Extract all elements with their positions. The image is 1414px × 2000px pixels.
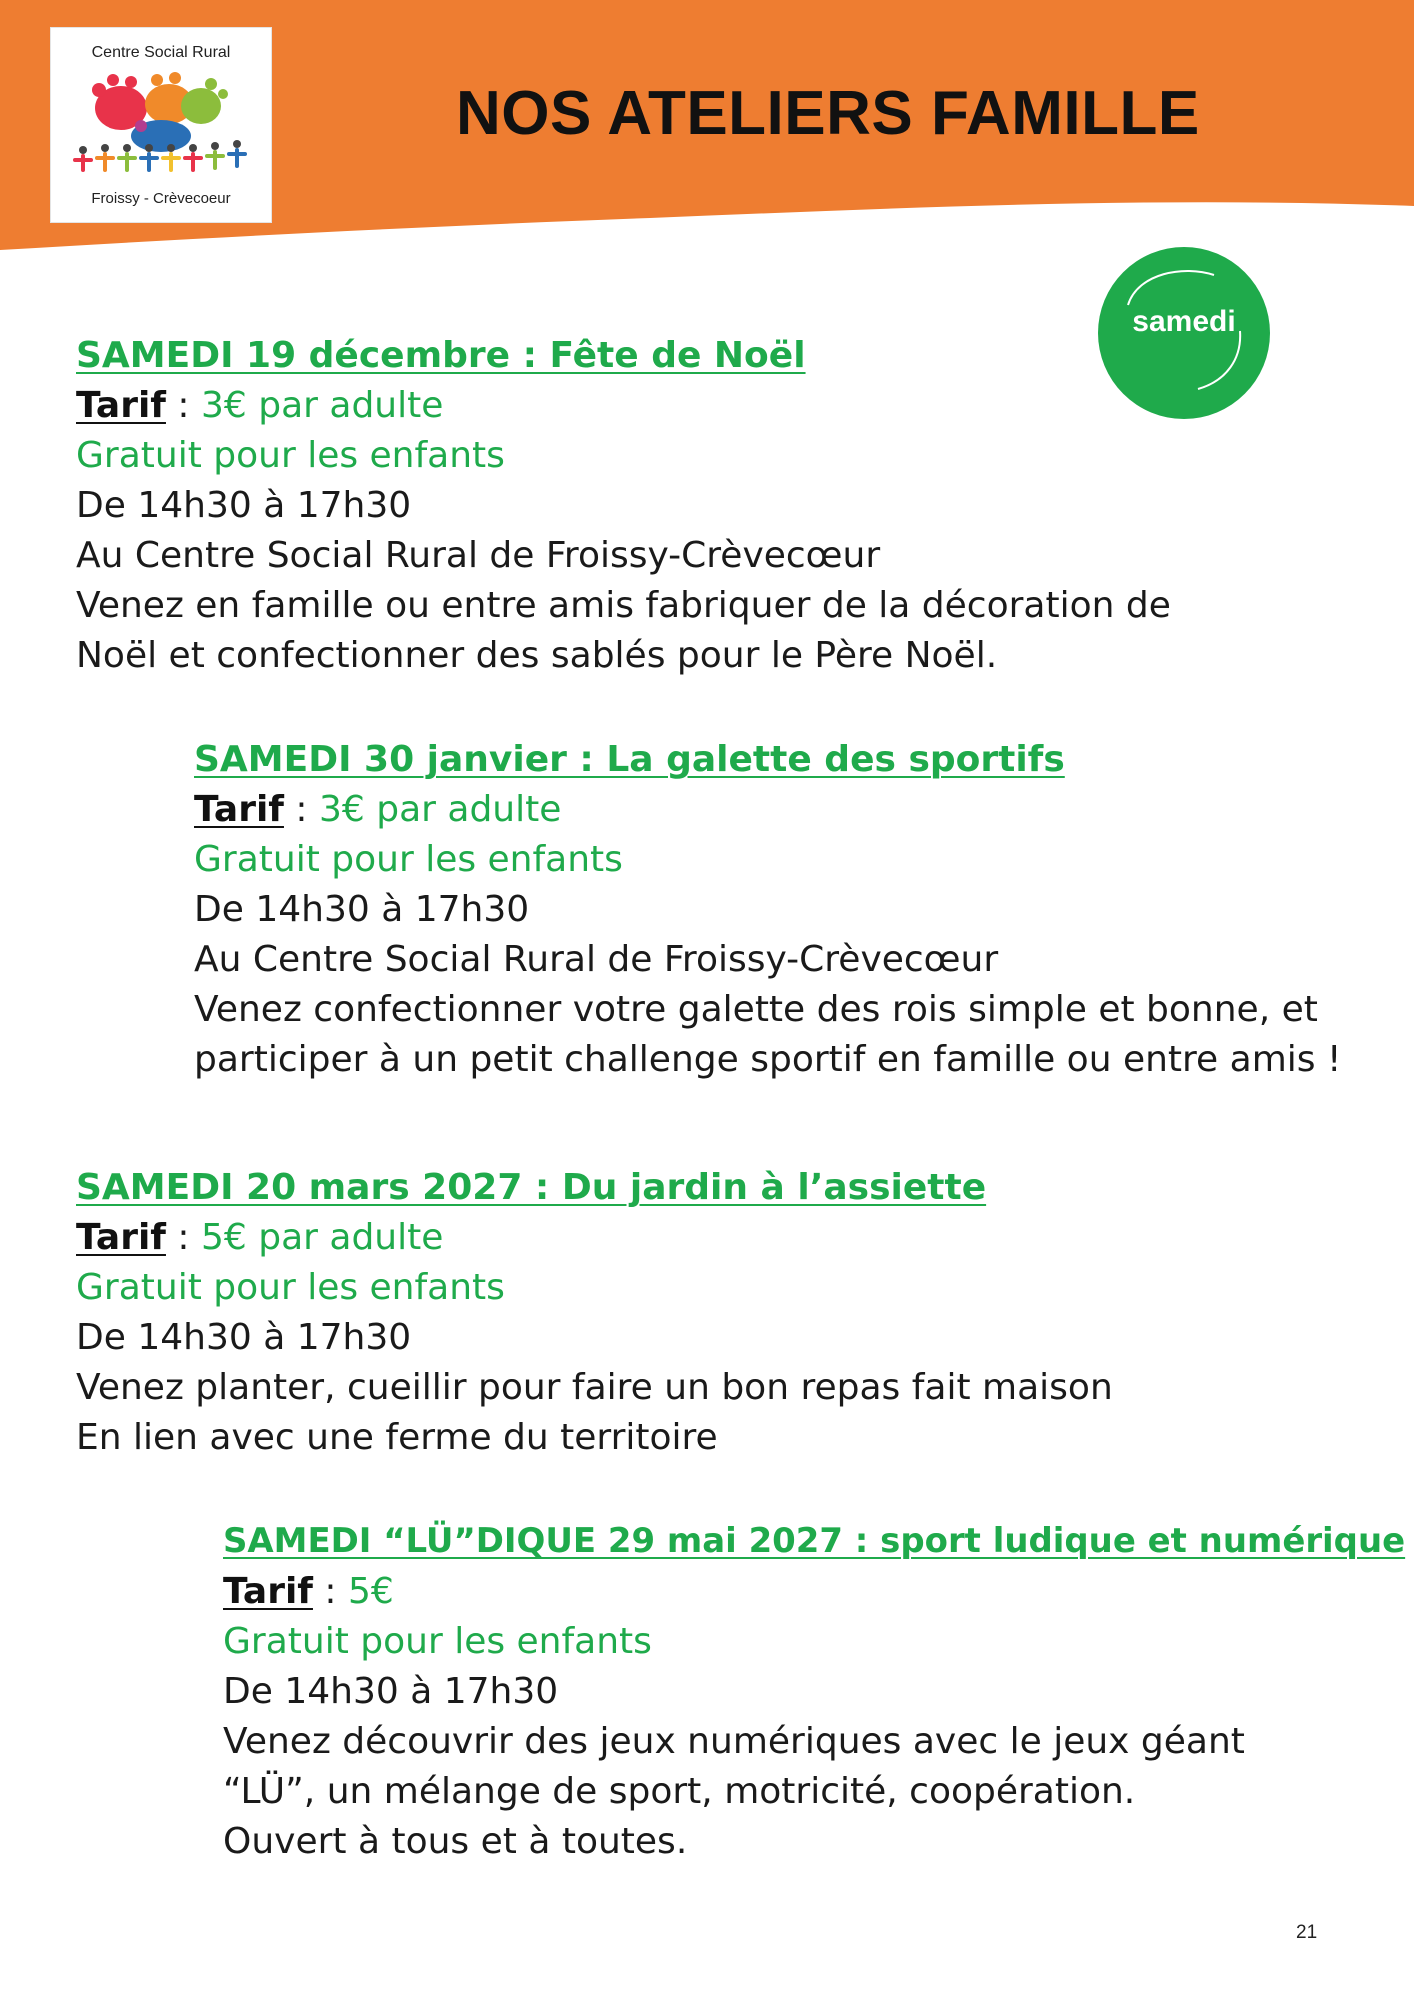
- event-free: Gratuit pour les enfants: [194, 839, 623, 880]
- event-tarif: [76, 1213, 1113, 1263]
- tarif-separator: :: [312, 1571, 348, 1612]
- tarif-value: 3€ par adulte: [318, 789, 562, 830]
- event-tarif: [76, 381, 1171, 431]
- event-desc-line: Venez confectionner votre galette des rois simple et bonne, et: [194, 989, 1318, 1030]
- event-tarif: [194, 785, 1341, 835]
- event-hours: De 14h30 à 17h30: [194, 889, 530, 930]
- tarif-label: Tarif: [194, 789, 284, 830]
- event-desc-line: Venez découvrir des jeux numériques avec le jeux géant: [223, 1721, 1245, 1762]
- logo-handprints-icon: [61, 66, 261, 186]
- tarif-separator: :: [165, 1217, 201, 1258]
- logo-top-text: Centre Social Rural: [91, 44, 231, 61]
- event-title: SAMEDI 30 janvier : La galette des sportifs: [194, 739, 1065, 780]
- event-fete-de-noel: [76, 331, 1171, 681]
- logo: [50, 27, 272, 223]
- tarif-label: Tarif: [76, 385, 166, 426]
- tarif-separator: :: [283, 789, 319, 830]
- event-galette-des-sportifs: [194, 735, 1341, 1085]
- event-place: Au Centre Social Rural de Froissy-Crèvecœur: [76, 535, 881, 576]
- event-title: SAMEDI 20 mars 2027 : Du jardin à l’assiette: [76, 1167, 987, 1208]
- page-number: 21: [1296, 1922, 1318, 1943]
- tarif-label: Tarif: [223, 1571, 313, 1612]
- event-place: Au Centre Social Rural de Froissy-Crèvecœur: [194, 939, 999, 980]
- page-title: NOS ATELIERS FAMILLE: [456, 79, 1200, 148]
- tarif-separator: :: [165, 385, 201, 426]
- event-desc-line: Noël et confectionner des sablés pour le Père Noël.: [76, 635, 998, 676]
- event-free: Gratuit pour les enfants: [76, 435, 505, 476]
- event-hours: De 14h30 à 17h30: [76, 485, 412, 526]
- event-du-jardin-a-l-assiette: [76, 1163, 1113, 1463]
- logo-bottom-text: Froissy - Crèvecoeur: [91, 190, 231, 207]
- event-desc-line: En lien avec une ferme du territoire: [76, 1417, 718, 1458]
- event-free: Gratuit pour les enfants: [76, 1267, 505, 1308]
- event-hours: De 14h30 à 17h30: [76, 1317, 412, 1358]
- badge-label: samedi: [1132, 305, 1236, 338]
- event-title: SAMEDI 19 décembre : Fête de Noël: [76, 335, 806, 376]
- event-title: SAMEDI “LÜ”DIQUE 29 mai 2027 : sport ludique et numérique: [223, 1522, 1406, 1561]
- tarif-label: Tarif: [76, 1217, 166, 1258]
- event-hours: De 14h30 à 17h30: [223, 1671, 559, 1712]
- event-free: Gratuit pour les enfants: [223, 1621, 652, 1662]
- tarif-value: 5€ par adulte: [200, 1217, 444, 1258]
- tarif-value: 5€: [347, 1571, 394, 1612]
- event-desc-line: Ouvert à tous et à toutes.: [223, 1821, 688, 1862]
- event-desc-line: Venez planter, cueillir pour faire un bon repas fait maison: [76, 1367, 1113, 1408]
- event-desc-line: participer à un petit challenge sportif en famille ou entre amis !: [194, 1039, 1342, 1080]
- event-desc-line: “LÜ”, un mélange de sport, motricité, coopération.: [223, 1771, 1136, 1812]
- event-desc-line: Venez en famille ou entre amis fabriquer de la décoration de: [76, 585, 1171, 626]
- event-samedi-ludique: [223, 1517, 1405, 1867]
- event-tarif: [223, 1567, 1405, 1617]
- tarif-value: 3€ par adulte: [200, 385, 444, 426]
